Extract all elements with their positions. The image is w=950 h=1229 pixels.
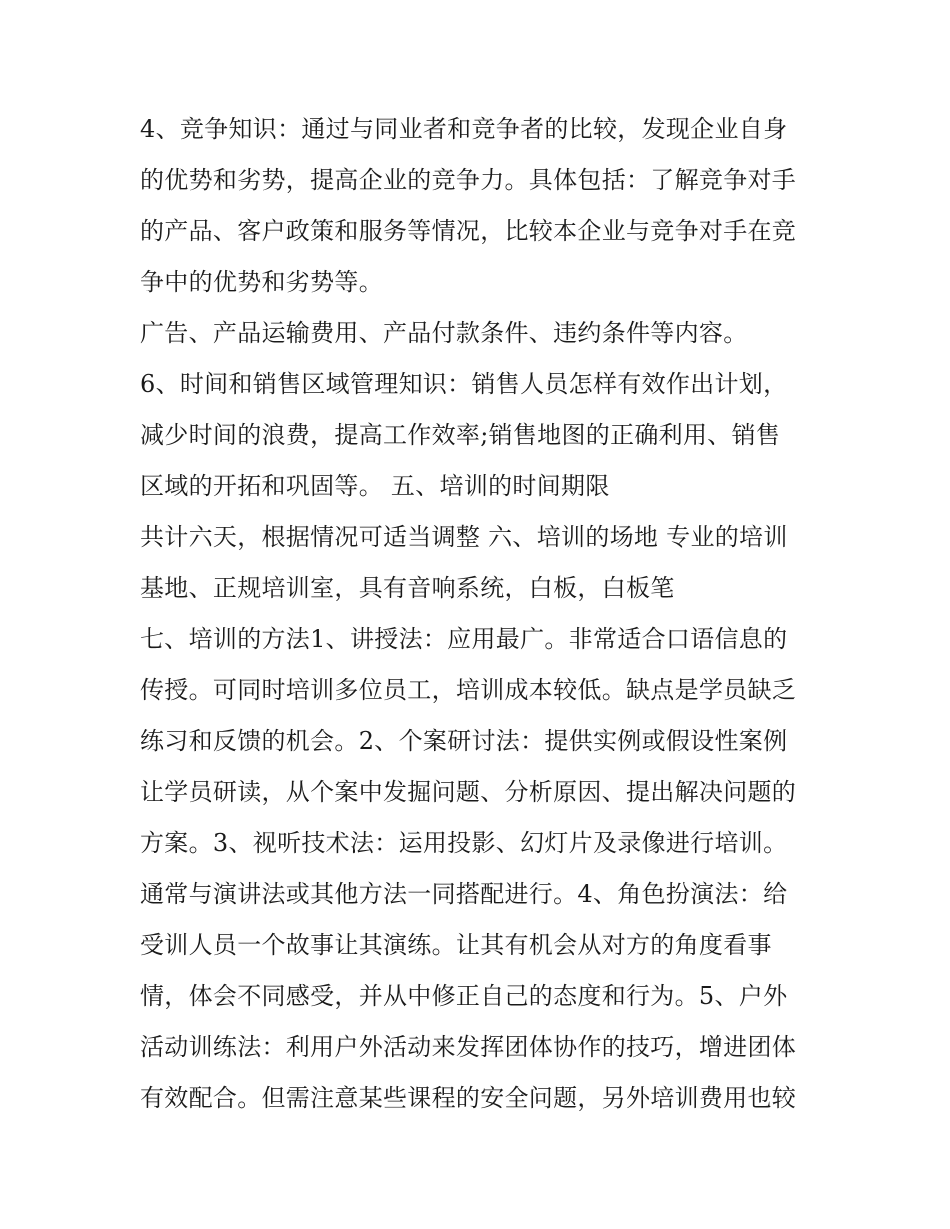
text-line: 减少时间的浪费，提高工作效率;销售地图的正确利用、销售 [140,421,781,449]
text-line: 广告、产品运输费用、产品付款条件、违约条件等内容。 [140,319,748,347]
text-line: 活动训练法：利用户外活动来发挥团体协作的技巧，增进团体 [140,1033,797,1061]
text-line: 的产品、客户政策和服务等情况，比较本企业与竞争对手在竞 [140,217,797,245]
text-line: 区域的开拓和巩固等。 五、培训的时间期限 [140,472,610,500]
text-line: 练习和反馈的机会。2、个案研讨法：提供实例或假设性案例 [140,727,788,755]
text-line: 传授。可同时培训多位员工，培训成本较低。缺点是学员缺乏 [140,676,797,704]
text-line: 争中的优势和劣势等。 [140,268,383,296]
text-line: 通常与演讲法或其他方法一同搭配进行。4、角色扮演法：给 [140,880,788,908]
text-line: 6、时间和销售区域管理知识：销售人员怎样有效作出计划， [140,370,788,398]
text-line: 共计六天，根据情况可适当调整 六、培训的场地 专业的培训 [140,523,788,551]
text-line: 让学员研读，从个案中发掘问题、分析原因、提出解决问题的 [140,778,797,806]
text-line: 方案。3、视听技术法：运用投影、幻灯片及录像进行培训。 [140,829,788,857]
text-line: 有效配合。但需注意某些课程的安全问题，另外培训费用也较 [140,1084,797,1112]
text-line: 受训人员一个故事让其演练。让其有机会从对方的角度看事 [140,931,772,959]
text-line: 4、竞争知识：通过与同业者和竞争者的比较，发现企业自身 [140,115,788,143]
text-line: 基地、正规培训室，具有音响系统，白板，白板笔 [140,574,675,602]
text-line: 情，体会不同感受，并从中修正自己的态度和行为。5、户外 [140,982,788,1010]
text-line: 的优势和劣势，提高企业的竞争力。具体包括：了解竞争对手 [140,166,797,194]
text-line: 七、培训的方法1、讲授法：应用最广。非常适合口语信息的 [140,625,788,653]
